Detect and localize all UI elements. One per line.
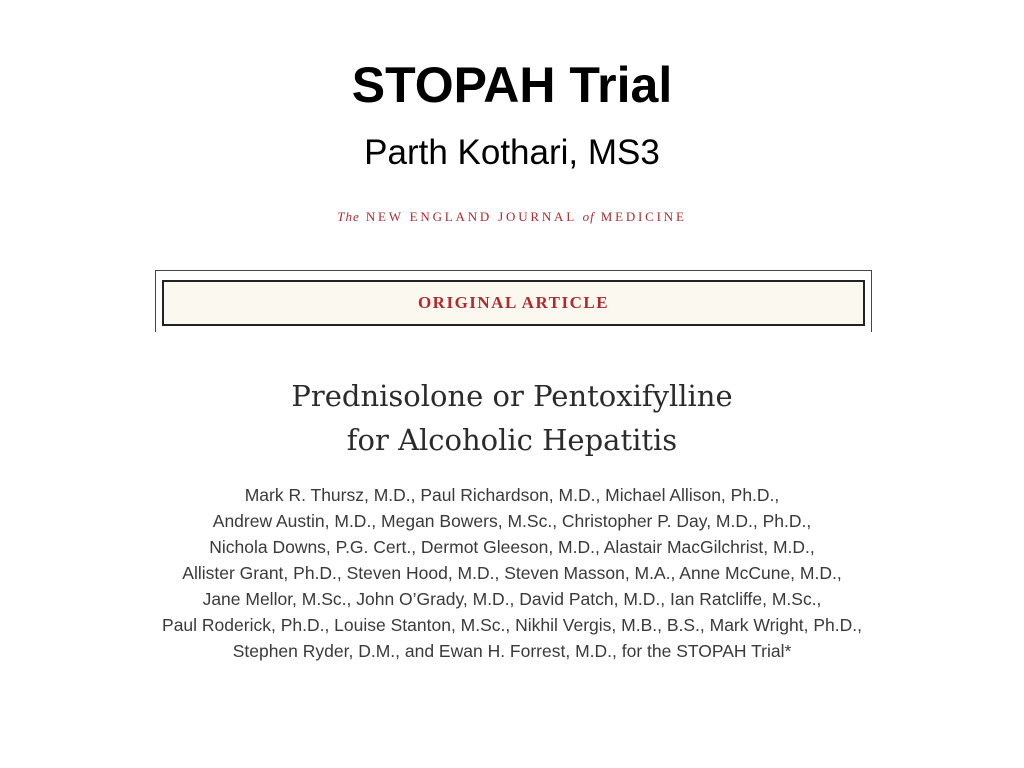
paper-title-line: for Alcoholic Hepatitis [346, 423, 678, 457]
author-line: Nichola Downs, P.G. Cert., Dermot Gleeson, M.D., Alastair MacGilchrist, M.D., [209, 537, 815, 557]
article-type-box [162, 280, 865, 326]
author-list [0, 482, 1024, 664]
paper-title [0, 374, 1024, 462]
author-line: Stephen Ryder, D.M., and Ewan H. Forrest, M.D., for the STOPAH Trial* [232, 641, 792, 661]
article-type-frame [155, 270, 872, 332]
journal-masthead [0, 209, 1024, 225]
author-line: Jane Mellor, M.Sc., John O’Grady, M.D., David Patch, M.D., Ian Ratcliffe, M.Sc., [202, 589, 822, 609]
slide-title: STOPAH Trial [351, 57, 673, 113]
paper-title-line: Prednisolone or Pentoxifylline [291, 379, 733, 413]
slide-subtitle: Parth Kothari, MS3 [364, 133, 660, 172]
journal-connector: of [582, 209, 595, 224]
author-line: Paul Roderick, Ph.D., Louise Stanton, M.Sc., Nikhil Vergis, M.B., B.S., Mark Wright, Ph.D., [162, 615, 862, 635]
author-line: Allister Grant, Ph.D., Steven Hood, M.D., Steven Masson, M.A., Anne McCune, M.D., [182, 563, 842, 583]
journal-name-part2: MEDICINE [600, 209, 687, 224]
author-line: Mark R. Thursz, M.D., Paul Richardson, M.D., Michael Allison, Ph.D., [244, 485, 780, 505]
article-type-label: ORIGINAL ARTICLE [417, 293, 610, 312]
journal-name-part1: NEW ENGLAND JOURNAL [365, 209, 577, 224]
journal-prefix: The [337, 209, 360, 224]
author-line: Andrew Austin, M.D., Megan Bowers, M.Sc., Christopher P. Day, M.D., Ph.D., [212, 511, 812, 531]
